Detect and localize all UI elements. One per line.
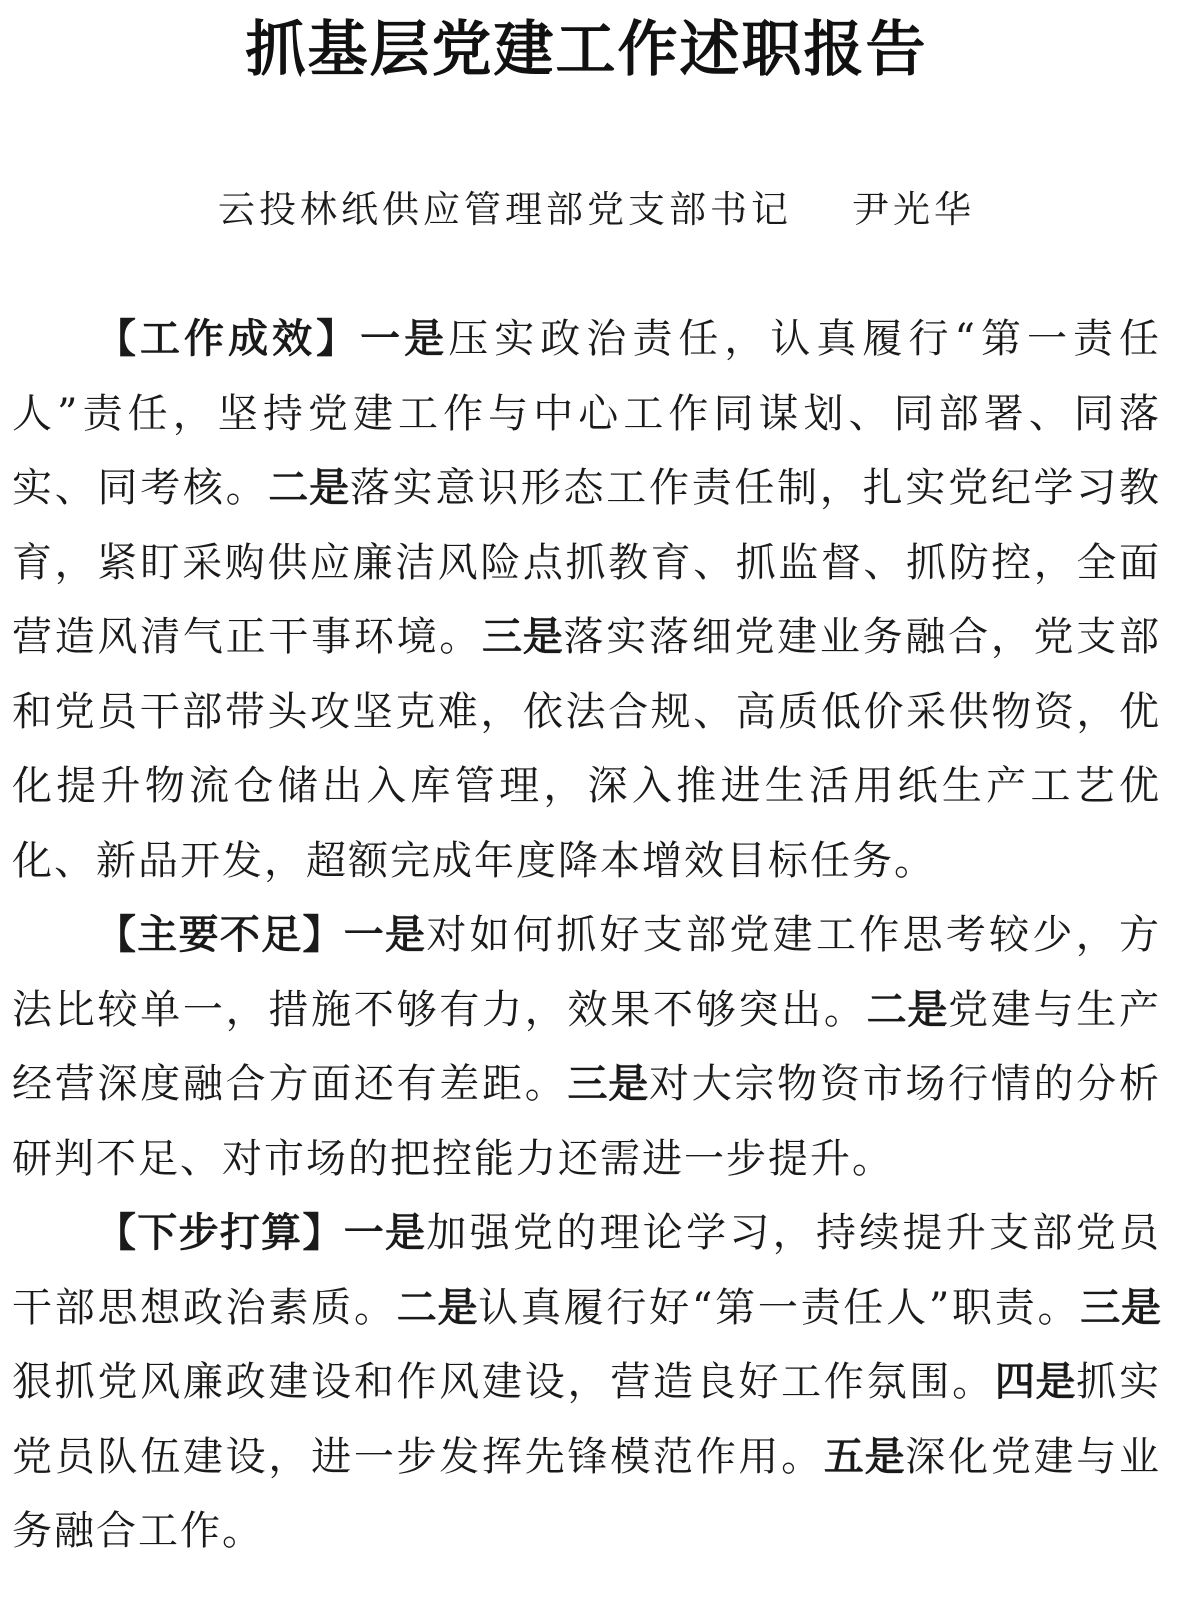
item-text: 对大宗物资市场行情的分析研判不足、对市场的把控能力还需进一步提升。 — [12, 1061, 1162, 1182]
section-heading: 【主要不足】 — [96, 912, 344, 958]
item-text: 认真履行好“第一责任人”职责。 — [478, 1284, 1081, 1331]
author-position: 云投林纸供应管理部党支部书记 — [218, 188, 792, 231]
item-text: 落实意识形态工作责任制，扎实党纪学习教育，紧盯采购供应廉洁风险点抓教育、抓监督、抓防控，全面营造风清气正干事环境。 — [12, 465, 1162, 660]
page-title: 抓基层党建工作述职报告 — [245, 15, 928, 85]
item-text: 对如何抓好支部党建工作思考较少，方法比较单一，措施不够有力，效果不够突出。 — [12, 912, 1162, 1033]
section-heading: 【下步打算】 — [96, 1210, 344, 1256]
item-lead: 三是 — [482, 614, 564, 660]
item-lead: 三是 — [567, 1061, 649, 1107]
item-text: 深化党建与业务融合工作。 — [12, 1433, 1162, 1554]
item-text: 加强党的理论学习，持续提升支部党员干部思想政治素质。 — [12, 1210, 1162, 1331]
item-lead: 三是 — [1080, 1284, 1162, 1331]
item-lead: 一是 — [343, 1210, 427, 1256]
item-lead: 一是 — [360, 316, 449, 362]
item-text: 抓实党员队伍建设，进一步发挥先锋模范作用。 — [12, 1359, 1162, 1480]
author-byline — [12, 180, 1161, 240]
report-body — [12, 302, 1161, 1569]
item-text: 压实政治责任，认真履行“第一责任人”责任，坚持党建工作与中心工作同谋划、同部署、同落实、同考核。 — [12, 316, 1162, 511]
item-lead: 二是 — [268, 465, 350, 511]
author-name: 尹光华 — [852, 188, 975, 231]
item-lead: 二是 — [866, 986, 949, 1033]
item-lead: 一是 — [343, 912, 427, 958]
item-text: 党建与生产经营深度融合方面还有差距。 — [12, 986, 1162, 1107]
item-text: 狠抓党风廉政建设和作风建设，营造良好工作氛围。 — [12, 1359, 995, 1405]
item-text: 落实落细党建业务融合，党支部和党员干部带头攻坚克难，依法合规、高质低价采供物资，优化提升物流仓储出入库管理，深入推进生活用纸生产工艺优化、新品开发，超额完成年度降本增效目标任务。 — [12, 614, 1162, 884]
section-work-results — [12, 302, 1161, 898]
item-lead: 四是 — [994, 1359, 1077, 1405]
item-lead: 五是 — [823, 1433, 906, 1480]
section-heading: 【工作成效】 — [96, 316, 361, 362]
item-lead: 二是 — [396, 1284, 479, 1331]
section-next-steps — [12, 1196, 1161, 1569]
section-shortcomings — [12, 898, 1161, 1196]
